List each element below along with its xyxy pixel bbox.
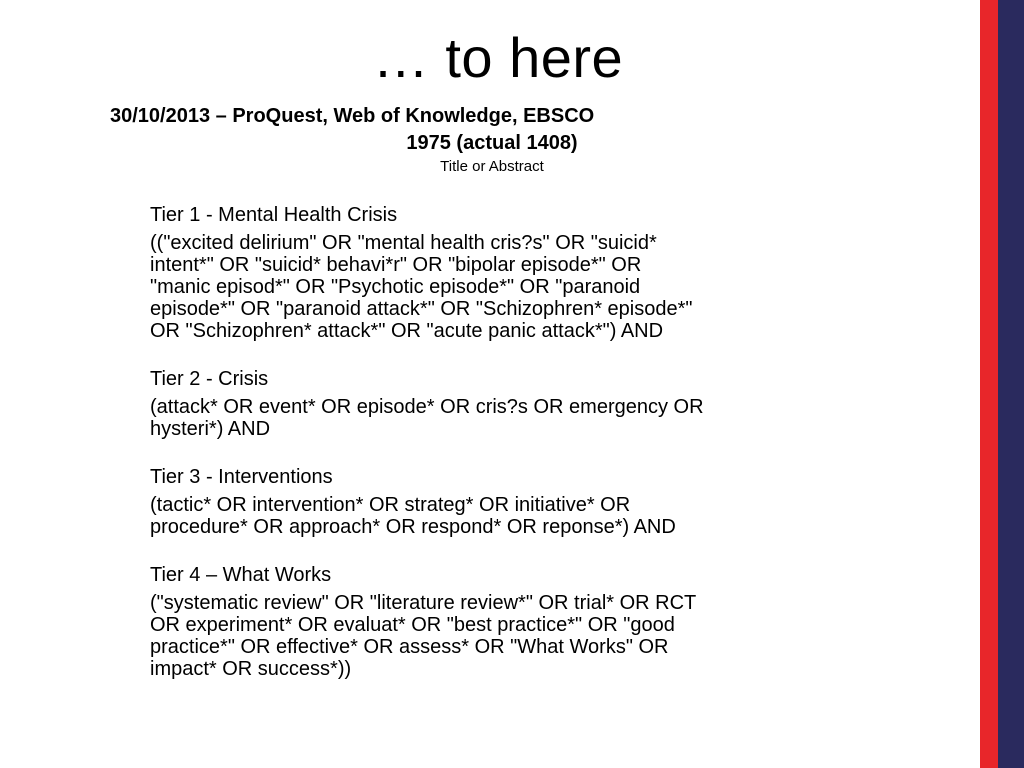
tier-2 [150,366,880,440]
tier-3 [150,464,880,538]
search-tiers [150,202,880,704]
tier-3-query: (tactic* OR intervention* OR strateg* OR initiative* OR procedure* OR approach* OR respond* OR reponse*) AND [150,494,676,538]
tier-2-heading: Tier 2 - Crisis [150,368,269,390]
tier-1-query: (("excited delirium" OR "mental health cris?s" OR "suicid* intent*" OR "suicid* behavi*r" OR "bipolar episode*" OR "manic episod*" OR "Psychotic episode*" OR "paranoid episode*" OR "paranoid attack*" OR "Schizophren* episode*" OR "Schizophren* attack*" OR "acute panic attack*") AND [150,232,693,342]
accent-bar-red [980,0,998,768]
tier-4-heading: Tier 4 – What Works [150,564,332,586]
tier-2-query: (attack* OR event* OR episode* OR cris?s OR emergency OR hysteri*) AND [150,396,704,440]
result-count: 1975 (actual 1408) [406,132,578,154]
tier-4 [150,562,880,680]
tier-1-heading: Tier 1 - Mental Health Crisis [150,204,398,226]
tier-4-query: ("systematic review" OR "literature review*" OR trial* OR RCT OR experiment* OR evaluat* OR "best practice*" OR "good practice*" OR effective* OR assess* OR "What Works" OR impact* OR success*)) [150,592,697,680]
search-field-scope: Title or Abstract [440,158,544,175]
slide-title: … to here [372,26,624,89]
accent-bar-navy [998,0,1024,768]
search-date-databases: 30/10/2013 – ProQuest, Web of Knowledge, EBSCO [110,105,595,127]
tier-3-heading: Tier 3 - Interventions [150,466,333,488]
tier-1 [150,202,880,342]
